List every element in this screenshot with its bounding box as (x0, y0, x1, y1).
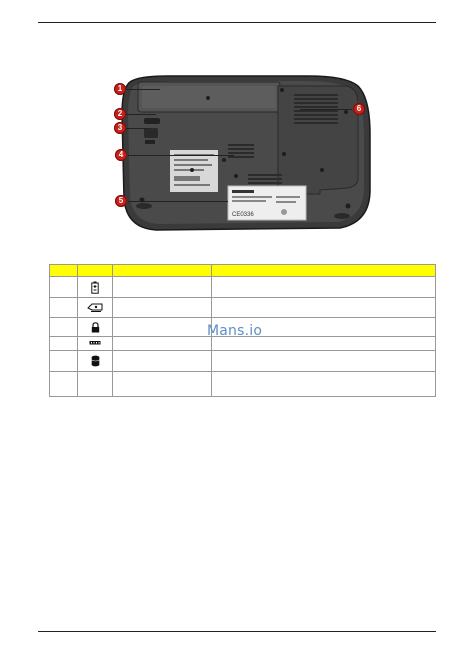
row-no (50, 318, 78, 337)
header-icon (78, 265, 113, 277)
header-description (212, 265, 436, 277)
callout-5: 5 (115, 195, 127, 207)
ce-mark-text: CE0336 (232, 212, 254, 218)
row-item (113, 318, 212, 337)
callout-line-5 (128, 201, 228, 202)
hard-disk-icon (78, 351, 113, 372)
lock-icon (78, 318, 113, 337)
row-description (212, 351, 436, 372)
battery-lock-icon (78, 298, 113, 318)
row-description (212, 298, 436, 318)
row-item (113, 351, 212, 372)
callout-2: 2 (114, 108, 126, 120)
row-item (113, 337, 212, 351)
laptop-bottom-photo (108, 74, 376, 234)
callout-line-6 (300, 109, 352, 110)
callout-3: 3 (114, 122, 126, 134)
row-item (113, 277, 212, 298)
callout-line-4 (128, 155, 234, 156)
row-description (212, 372, 436, 397)
callout-line-1 (126, 89, 160, 90)
row-icon-empty (78, 372, 113, 397)
table-row (50, 372, 436, 397)
table-header-row (50, 265, 436, 277)
header-rule (38, 22, 436, 23)
row-item (113, 298, 212, 318)
table-row (50, 277, 436, 298)
watermark: Mans.io (207, 323, 263, 339)
callout-line-3 (126, 128, 150, 129)
callout-6: 6 (353, 103, 365, 115)
row-no (50, 298, 78, 318)
table-row (50, 351, 436, 372)
row-no (50, 372, 78, 397)
svg-text:CE0336 (232, 212, 254, 218)
callout-line-2 (126, 114, 156, 115)
battery-icon (78, 277, 113, 298)
footer-rule (38, 631, 436, 632)
row-no (50, 277, 78, 298)
laptop-bottom-illustration (108, 74, 376, 234)
row-item (113, 372, 212, 397)
table-row (50, 298, 436, 318)
callout-4: 4 (115, 149, 127, 161)
row-no (50, 337, 78, 351)
callout-1: 1 (114, 83, 126, 95)
header-no (50, 265, 78, 277)
header-item (113, 265, 212, 277)
row-no (50, 351, 78, 372)
row-description (212, 277, 436, 298)
memory-module-icon (78, 337, 113, 351)
